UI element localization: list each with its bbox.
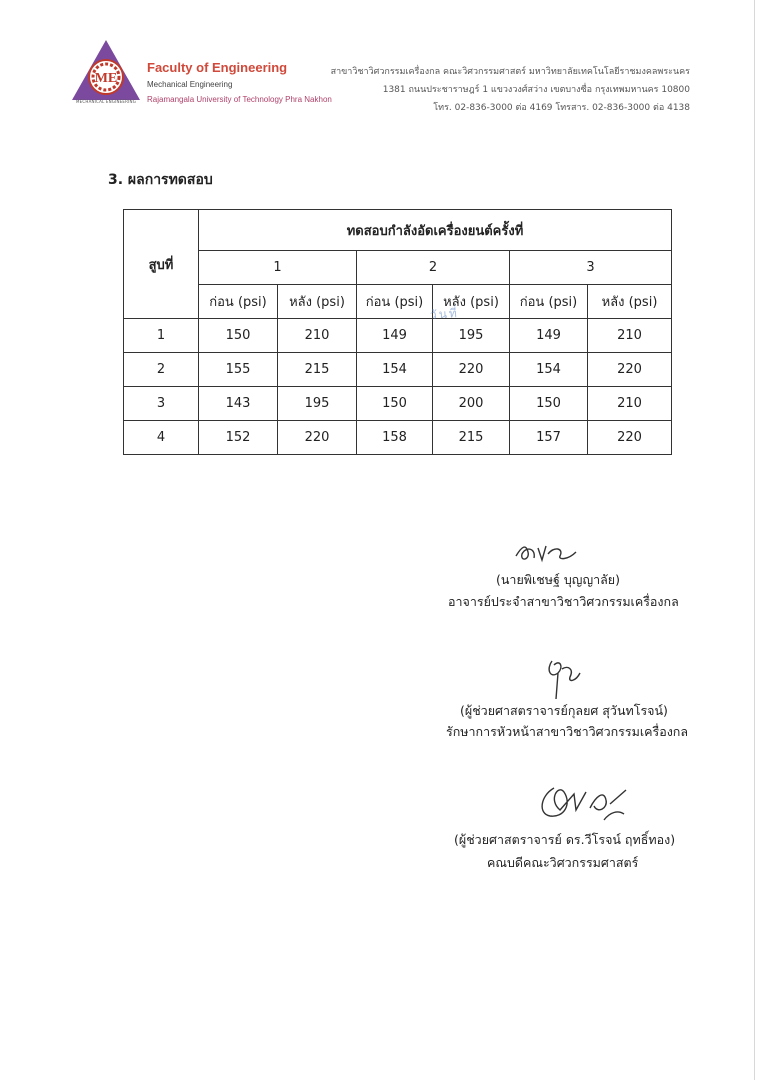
signatory-position-2: รักษาการหัวหน้าสาขาวิชาวิศวกรรมเครื่องกล	[446, 724, 689, 739]
date-stamp: วันที่	[429, 306, 460, 322]
value-cell: 220	[588, 353, 672, 387]
value-cell: 195	[433, 319, 510, 353]
value-cell: 155	[199, 353, 278, 387]
table-row	[124, 353, 672, 387]
sub-header-after: หลัง (psi)	[278, 285, 357, 319]
address-line-1: สาขาวิชาวิศวกรรมเครื่องกล คณะวิศวกรรมศาสตร์ มหาวิทยาลัยเทคโนโลยีราชมงคลพระนคร	[330, 67, 690, 77]
test-number-header: 3	[510, 251, 672, 285]
value-cell: 210	[278, 319, 357, 353]
cylinder-cell: 3	[124, 387, 199, 421]
value-cell: 143	[199, 387, 278, 421]
value-cell: 215	[278, 353, 357, 387]
value-cell: 210	[588, 387, 672, 421]
university-name: Rajamangala University of Technology Phra Nakhon	[147, 95, 332, 104]
value-cell: 220	[433, 353, 510, 387]
cylinder-header: สูบที่	[124, 210, 199, 319]
value-cell: 220	[278, 421, 357, 455]
logo-subtext: MECHANICAL ENGINEERING	[75, 99, 136, 104]
compression-test-table	[123, 209, 672, 455]
address-line-2: 1381 ถนนประชาราษฎร์ 1 แขวงวงศ์สว่าง เขตบางซื่อ กรุงเทพมหานคร 10800	[382, 85, 690, 95]
logo-text: ME	[94, 71, 118, 86]
signatory-name-1: (นายพิเชษฐ์ บุญญาลัย)	[496, 572, 620, 587]
page-edge-line	[754, 0, 755, 1080]
section-title: 3. ผลการทดสอบ	[108, 172, 213, 188]
faculty-title: Faculty of Engineering	[147, 60, 288, 75]
cylinder-cell: 1	[124, 319, 199, 353]
sub-header-before: ก่อน (psi)	[199, 285, 278, 319]
value-cell: 152	[199, 421, 278, 455]
sub-header-before: ก่อน (psi)	[510, 285, 588, 319]
address-line-3: โทร. 02-836-3000 ต่อ 4169 โทรสาร. 02-836-3000 ต่อ 4138	[433, 103, 690, 113]
value-cell: 150	[357, 387, 433, 421]
value-cell: 149	[357, 319, 433, 353]
value-cell: 149	[510, 319, 588, 353]
signatory-position-3: คณบดีคณะวิศวกรรมศาสตร์	[487, 855, 639, 870]
cylinder-cell: 4	[124, 421, 199, 455]
department-name: Mechanical Engineering	[147, 80, 233, 89]
sub-header-after: หลัง (psi)	[588, 285, 672, 319]
test-number-header: 1	[199, 251, 357, 285]
value-cell: 150	[510, 387, 588, 421]
faculty-logo	[70, 38, 142, 106]
signature-image	[534, 780, 630, 824]
table-row	[124, 319, 672, 353]
signatory-name-3: (ผู้ช่วยศาสตราจารย์ ดร.วีโรจน์ ฤทธิ์ทอง)	[454, 832, 676, 847]
sub-header-before: ก่อน (psi)	[357, 285, 433, 319]
cylinder-cell: 2	[124, 353, 199, 387]
table-row	[124, 421, 672, 455]
sub-header-after: หลัง (psi)	[433, 285, 510, 319]
signatory-position-1: อาจารย์ประจำสาขาวิชาวิศวกรรมเครื่องกล	[448, 594, 679, 609]
value-cell: 215	[433, 421, 510, 455]
value-cell: 154	[510, 353, 588, 387]
value-cell: 154	[357, 353, 433, 387]
value-cell: 150	[199, 319, 278, 353]
value-cell: 195	[278, 387, 357, 421]
signature-image	[512, 538, 582, 566]
table-row	[124, 387, 672, 421]
value-cell: 158	[357, 421, 433, 455]
signatory-name-2: (ผู้ช่วยศาสตราจารย์กุลยศ สุวันทโรจน์)	[460, 703, 668, 718]
test-number-header: 2	[357, 251, 510, 285]
value-cell: 157	[510, 421, 588, 455]
test-group-header: ทดสอบกำลังอัดเครื่องยนต์ครั้งที่	[199, 210, 672, 251]
value-cell: 210	[588, 319, 672, 353]
value-cell: 200	[433, 387, 510, 421]
value-cell: 220	[588, 421, 672, 455]
signature-image	[540, 655, 584, 703]
